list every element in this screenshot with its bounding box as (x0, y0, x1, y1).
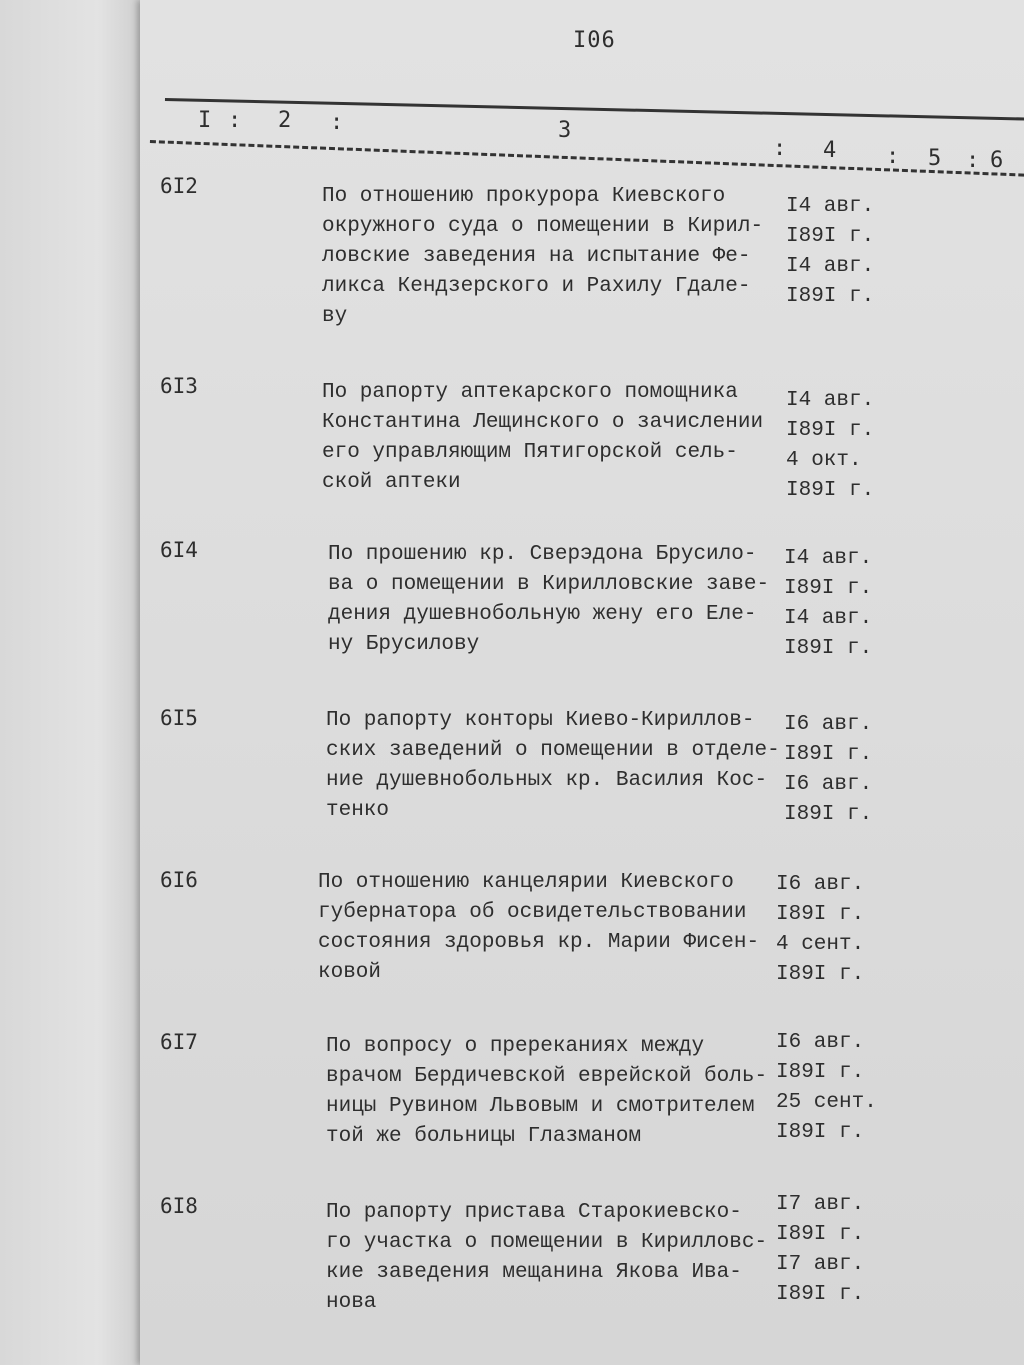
column-2-label: 2 (278, 108, 292, 133)
column-separator: : (886, 144, 900, 169)
record-description: По отношению прокурора Киевского окружного суда о помещении в Кирил- ловские заведения на испытание Фе- ликса Кендзерского и Рахилу Гдале- ву (322, 185, 764, 328)
record-description: По рапорту пристава Старокиевско- го участка о помещении в Кирилловс- кие заведения мещанина Якова Ива- нова (326, 1201, 768, 1314)
column-separator: : (966, 148, 980, 173)
record-description: По вопросу о пререканиях между врачом Бердичевской еврейской боль- ницы Рувином Львовым и смотрителем той же больницы Глазманом (326, 1035, 768, 1148)
adjacent-page-strip (0, 0, 140, 1365)
record-dates: I6 авг. I89I г. 25 сент. I89I г. (776, 1031, 877, 1144)
record-number: 6I2 (160, 174, 198, 198)
column-separator: : (773, 136, 787, 161)
record-number: 6I3 (160, 374, 198, 398)
record-number: 6I8 (160, 1194, 198, 1218)
record-dates: I4 авг. I89I г. I4 авг. I89I г. (784, 547, 873, 660)
record-description: По рапорту аптекарского помощника Константина Лещинского о зачислении его управляющим Пятигорской сель- ской аптеки (322, 381, 764, 494)
column-3-label: 3 (558, 118, 572, 143)
record-description: По прошению кр. Сверэдона Брусило- ва о помещении в Кирилловские заве- дения душевнобольную жену его Еле- ну Брусилову (328, 543, 770, 656)
record-number: 6I6 (160, 868, 198, 892)
page-number: I06 (573, 28, 616, 53)
record-number: 6I4 (160, 538, 198, 562)
record-number: 6I5 (160, 706, 198, 730)
table-column-header (0, 100, 1024, 180)
record-dates: I4 авг. I89I г. 4 окт. I89I г. (786, 389, 875, 502)
record-description: По рапорту конторы Киево-Кириллов- ских заведений о помещении в отделе- ние душевнобольных кр. Василия Кос- тенко (326, 709, 780, 822)
column-separator: : (228, 108, 242, 133)
record-dates: I7 авг. I89I г. I7 авг. I89I г. (776, 1193, 865, 1306)
record-dates: I6 авг. I89I г. 4 сент. I89I г. (776, 873, 865, 986)
column-1-label: I (198, 108, 212, 133)
column-separator: : (330, 110, 344, 135)
column-5-label: 5 (928, 146, 942, 171)
record-description: По отношению канцелярии Киевского губернатора об освидетельствовании состояния здоровья кр. Марии Фисен- ковой (318, 871, 760, 984)
column-6-label: 6 (990, 148, 1004, 173)
column-4-label: 4 (823, 138, 837, 163)
record-dates: I6 авг. I89I г. I6 авг. I89I г. (784, 713, 873, 826)
record-number: 6I7 (160, 1030, 198, 1054)
record-dates: I4 авг. I89I г. I4 авг. I89I г. (786, 195, 875, 308)
